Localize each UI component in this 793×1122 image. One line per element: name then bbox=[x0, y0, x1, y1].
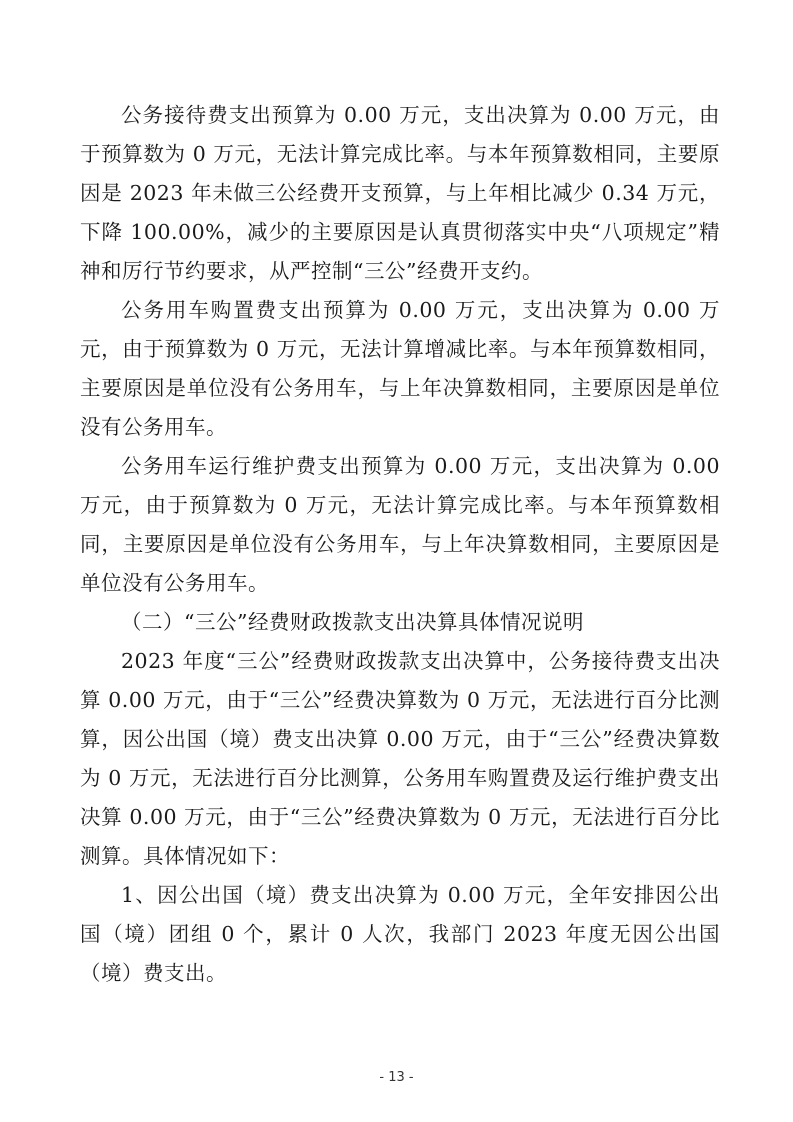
paragraph-vehicle-maintenance: 公务用车运行维护费支出预算为 0.00 万元，支出决算为 0.00 万元，由于预算数为 0 万元，无法计算完成比率。与本年预算数相同，主要原因是单位没有公务用车，与上年决算数相同，主要原因是单位没有公务用车。 bbox=[80, 454, 720, 595]
page-number: - 13 - bbox=[379, 1070, 414, 1085]
section-heading: （二）“三公”经费财政拨款支出决算具体情况说明 bbox=[121, 610, 584, 634]
paragraph-overseas-travel: 1、因公出国（境）费支出决算为 0.00 万元，全年安排因公出国（境）团组 0 个，累计 0 人次，我部门 2023 年度无因公出国（境）费支出。 bbox=[80, 883, 720, 985]
paragraph-vehicle-purchase: 公务用车购置费支出预算为 0.00 万元，支出决算为 0.00 万元，由于预算数为 0 万元，无法计算增减比率。与本年预算数相同，主要原因是单位没有公务用车，与上年决算数相同，主要原因是单位没有公务用车。 bbox=[80, 298, 720, 439]
paragraph-reception-expense: 公务接待费支出预算为 0.00 万元，支出决算为 0.00 万元，由于预算数为 0 万元，无法计算完成比率。与本年预算数相同，主要原因是 2023 年未做三公经费开支预算，与上年相比减少 0.34 万元，下降 100.00%，减少的主要原因是认真贯彻落实中央“八项规定”精神和厉行节约要求，从严控制“三公”经费开支约。 bbox=[80, 103, 720, 283]
document-body bbox=[80, 96, 720, 993]
paragraph-three-public-summary: 2023 年度“三公”经费财政拨款支出决算中，公务接待费支出决算 0.00 万元，由于“三公”经费决算数为 0 万元，无法进行百分比测算，因公出国（境）费支出决算 0.00 万元，由于“三公”经费决算数为 0 万元，无法进行百分比测算，公务用车购置费及运行维护费支出决算 0.00 万元，由于“三公”经费决算数为 0 万元，无法进行百分比测算。具体情况如下： bbox=[80, 649, 720, 868]
